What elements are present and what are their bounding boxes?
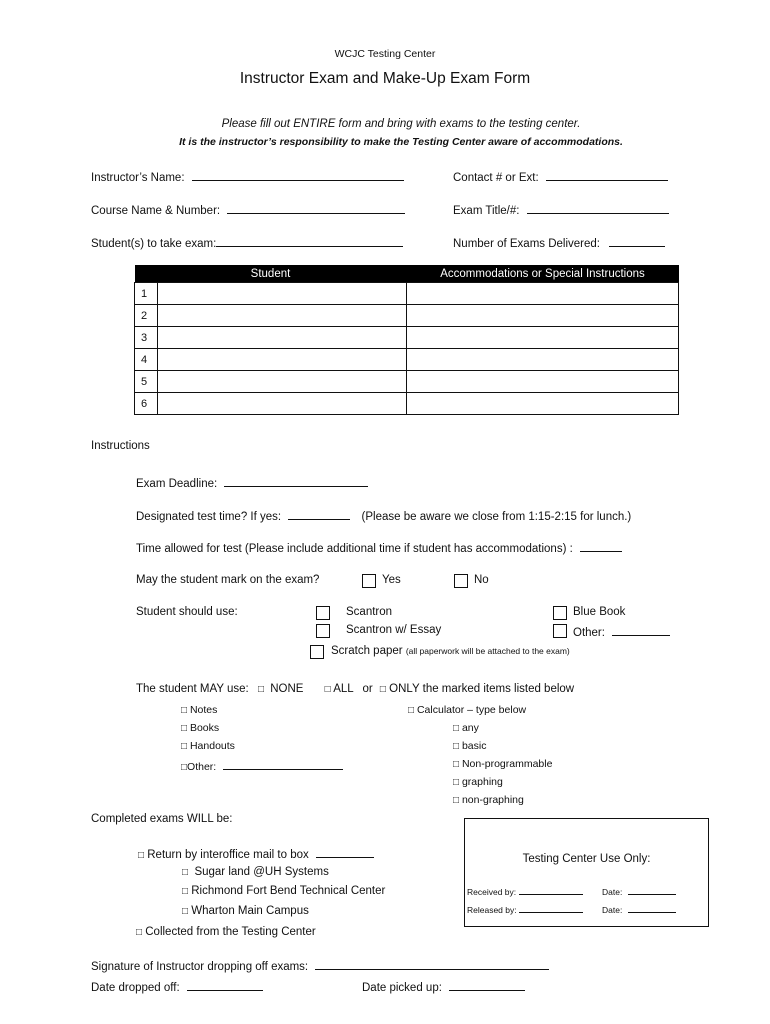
scratch-paper-label: Scratch paper [331,645,403,657]
received-by-line[interactable] [519,886,583,895]
signature-label: Signature of Instructor dropping off exams: [91,961,309,973]
accommodation-cell[interactable] [407,371,679,393]
office-use-box [464,818,709,927]
return-mail-option[interactable] [138,846,374,861]
num-exams-field[interactable] [453,235,665,250]
picked-up-line[interactable] [449,979,525,991]
num-exams-label: Number of Exams Delivered: [453,238,600,250]
row-number: 6 [135,393,158,415]
student-cell[interactable] [158,393,407,415]
row-number: 3 [135,327,158,349]
office-use-title: Testing Center Use Only: [522,853,651,865]
designated-label: Designated test time? If yes: [136,511,282,523]
table-row [135,371,679,393]
yes-label: Yes [382,574,401,586]
header-accommodations: Accommodations or Special Instructions [407,265,679,283]
calc-graphing-checkbox[interactable]: □ [453,777,460,788]
may-use-label: The student MAY use: [136,683,249,695]
none-label: NONE [270,683,304,695]
row-number: 5 [135,371,158,393]
wharton-label: Wharton Main Campus [191,905,309,917]
or-label: or [362,683,373,695]
completed-heading: Completed exams WILL be: [91,813,233,825]
dropped-off-field[interactable] [91,979,263,994]
list-item[interactable] [181,758,343,773]
books-label: Books [189,722,220,734]
calc-basic-label: basic [461,740,487,752]
may-use-row [136,683,574,695]
table-row [135,283,679,305]
calc-nonprog-label: Non-programmable [461,758,553,770]
sugar-land-checkbox[interactable]: □ [182,867,189,878]
scratch-paper-checkbox[interactable] [310,645,324,659]
notes-checkbox[interactable]: □ [181,705,188,716]
list-item[interactable] [453,758,552,770]
collected-label: Collected from the Testing Center [145,926,316,938]
list-item[interactable] [453,776,503,788]
richmond-label: Richmond Fort Bend Technical Center [191,885,386,897]
yes-checkbox[interactable] [362,574,376,588]
designated-time-field[interactable] [136,508,631,523]
other-checkbox[interactable] [553,624,567,638]
list-item[interactable] [453,794,524,806]
released-by-line[interactable] [519,904,583,913]
org-name: WCJC Testing Center [334,48,436,60]
list-item[interactable] [181,740,235,752]
designated-line[interactable] [288,508,350,520]
scantron-label: Scantron [346,606,393,618]
collected-checkbox[interactable]: □ [136,927,143,938]
sugar-land-label: Sugar land @UH Systems [194,866,329,878]
students-line[interactable] [216,235,403,247]
accommodation-cell[interactable] [407,349,679,371]
time-allowed-label: Time allowed for test (Please include additional time if student has accommodations) : [136,543,573,555]
exam-title-field[interactable] [453,202,669,217]
table-row [135,349,679,371]
calc-any-label: any [461,722,479,734]
student-cell[interactable] [158,327,407,349]
scratch-paper-note: (all paperwork will be attached to the exam) [405,646,570,656]
calc-basic-checkbox[interactable]: □ [453,741,460,752]
form-title: Instructor Exam and Make-Up Exam Form [239,70,531,87]
received-by-label: Received by: [467,887,517,897]
row-number: 4 [135,349,158,371]
deadline-label: Exam Deadline: [136,478,218,490]
calculator-label: Calculator – type below [416,704,527,716]
student-cell[interactable] [158,371,407,393]
row-number: 1 [135,283,158,305]
other-line[interactable] [612,624,670,636]
return-mail-label: Return by interoffice mail to box [147,849,309,861]
released-date-line[interactable] [628,904,676,913]
time-allowed-line[interactable] [580,540,622,552]
dropped-off-label: Date dropped off: [91,982,180,994]
exam-title-line[interactable] [527,202,669,214]
accommodation-cell[interactable] [407,327,679,349]
only-label: ONLY the marked items listed below [389,683,575,695]
mark-exam-label: May the student mark on the exam? [136,574,320,586]
students-label: Student(s) to take exam: [91,238,217,250]
table-row [135,393,679,415]
calc-nongraphing-checkbox[interactable]: □ [453,795,460,806]
blue-book-label: Blue Book [573,606,626,618]
calc-any-checkbox[interactable]: □ [453,723,460,734]
dropped-off-line[interactable] [187,979,263,991]
instructor-name-line[interactable] [192,169,404,181]
num-exams-line[interactable] [609,235,665,247]
no-label: No [474,574,489,586]
richmond-checkbox[interactable]: □ [182,886,189,897]
received-by-field[interactable] [467,886,583,897]
blue-book-checkbox[interactable] [553,606,567,620]
calc-nonprog-checkbox[interactable]: □ [453,759,460,770]
other-field[interactable] [573,624,670,639]
handouts-checkbox[interactable]: □ [181,741,188,752]
released-by-label: Released by: [467,905,517,915]
exam-title-label: Exam Title/#: [453,205,520,217]
accommodation-cell[interactable] [407,305,679,327]
wharton-checkbox[interactable]: □ [182,906,189,917]
all-checkbox[interactable]: □ [324,684,331,695]
lunch-note: (Please be aware we close from 1:15-2:15 for lunch.) [361,511,632,523]
list-item[interactable] [453,740,486,752]
accommodation-cell[interactable] [407,393,679,415]
instructor-name-field[interactable] [91,169,404,184]
table-header-row [135,265,679,283]
collected-option[interactable] [136,926,316,938]
scantron-essay-label: Scantron w/ Essay [346,624,442,636]
calculator-checkbox[interactable]: □ [408,705,415,716]
deadline-field[interactable] [136,475,368,490]
other-label: Other: [573,627,605,639]
deadline-line[interactable] [224,475,368,487]
student-cell[interactable] [158,283,407,305]
note-responsibility: It is the instructor’s responsibility to make the Testing Center aware of accommodations. [179,136,623,148]
list-item[interactable] [181,704,217,716]
student-accommodation-table [134,265,679,415]
student-cell[interactable] [158,305,407,327]
students-field[interactable] [91,235,403,250]
received-date-line[interactable] [628,886,676,895]
note-fill-form: Please fill out ENTIRE form and bring with exams to the testing center. [221,118,581,130]
signature-field[interactable] [91,958,549,973]
other-item-checkbox[interactable]: □ [181,762,188,773]
student-cell[interactable] [158,349,407,371]
contact-field[interactable] [453,169,668,184]
instructor-name-label: Instructor’s Name: [91,172,185,184]
list-item[interactable] [182,885,385,897]
instructions-heading: Instructions [91,440,150,452]
all-label: ALL [333,683,354,695]
course-label: Course Name & Number: [91,205,221,217]
return-mail-checkbox[interactable]: □ [138,850,145,861]
contact-line[interactable] [546,169,668,181]
released-date-field[interactable] [602,904,676,915]
scratch-paper-field [331,645,570,657]
handouts-label: Handouts [189,740,235,752]
course-line[interactable] [227,202,405,214]
course-field[interactable] [91,202,405,217]
list-item[interactable] [408,704,526,716]
only-checkbox[interactable]: □ [379,684,386,695]
released-by-field[interactable] [467,904,583,915]
time-allowed-field[interactable] [136,540,622,555]
other-item-label: Other: [187,761,217,773]
calc-graphing-label: graphing [461,776,503,788]
calc-nongraphing-label: non-graphing [461,794,524,806]
no-checkbox[interactable] [454,574,468,588]
none-checkbox[interactable]: □ [257,684,264,695]
signature-line[interactable] [315,958,549,970]
table-row [135,327,679,349]
other-item-line[interactable] [223,758,343,770]
notes-label: Notes [189,704,218,716]
picked-up-label: Date picked up: [362,982,442,994]
list-item[interactable] [181,722,219,734]
books-checkbox[interactable]: □ [181,723,188,734]
scantron-essay-checkbox[interactable] [316,624,330,638]
list-item[interactable] [453,722,479,734]
accommodation-cell[interactable] [407,283,679,305]
list-item[interactable] [182,905,309,917]
received-date-label: Date: [602,887,623,897]
received-date-field[interactable] [602,886,676,897]
header-student: Student [135,265,407,283]
contact-label: Contact # or Ext: [453,172,539,184]
box-number-line[interactable] [316,846,374,858]
row-number: 2 [135,305,158,327]
scantron-checkbox[interactable] [316,606,330,620]
picked-up-field[interactable] [362,979,525,994]
released-date-label: Date: [602,905,623,915]
list-item[interactable] [182,866,329,878]
table-row [135,305,679,327]
should-use-label: Student should use: [136,606,238,618]
